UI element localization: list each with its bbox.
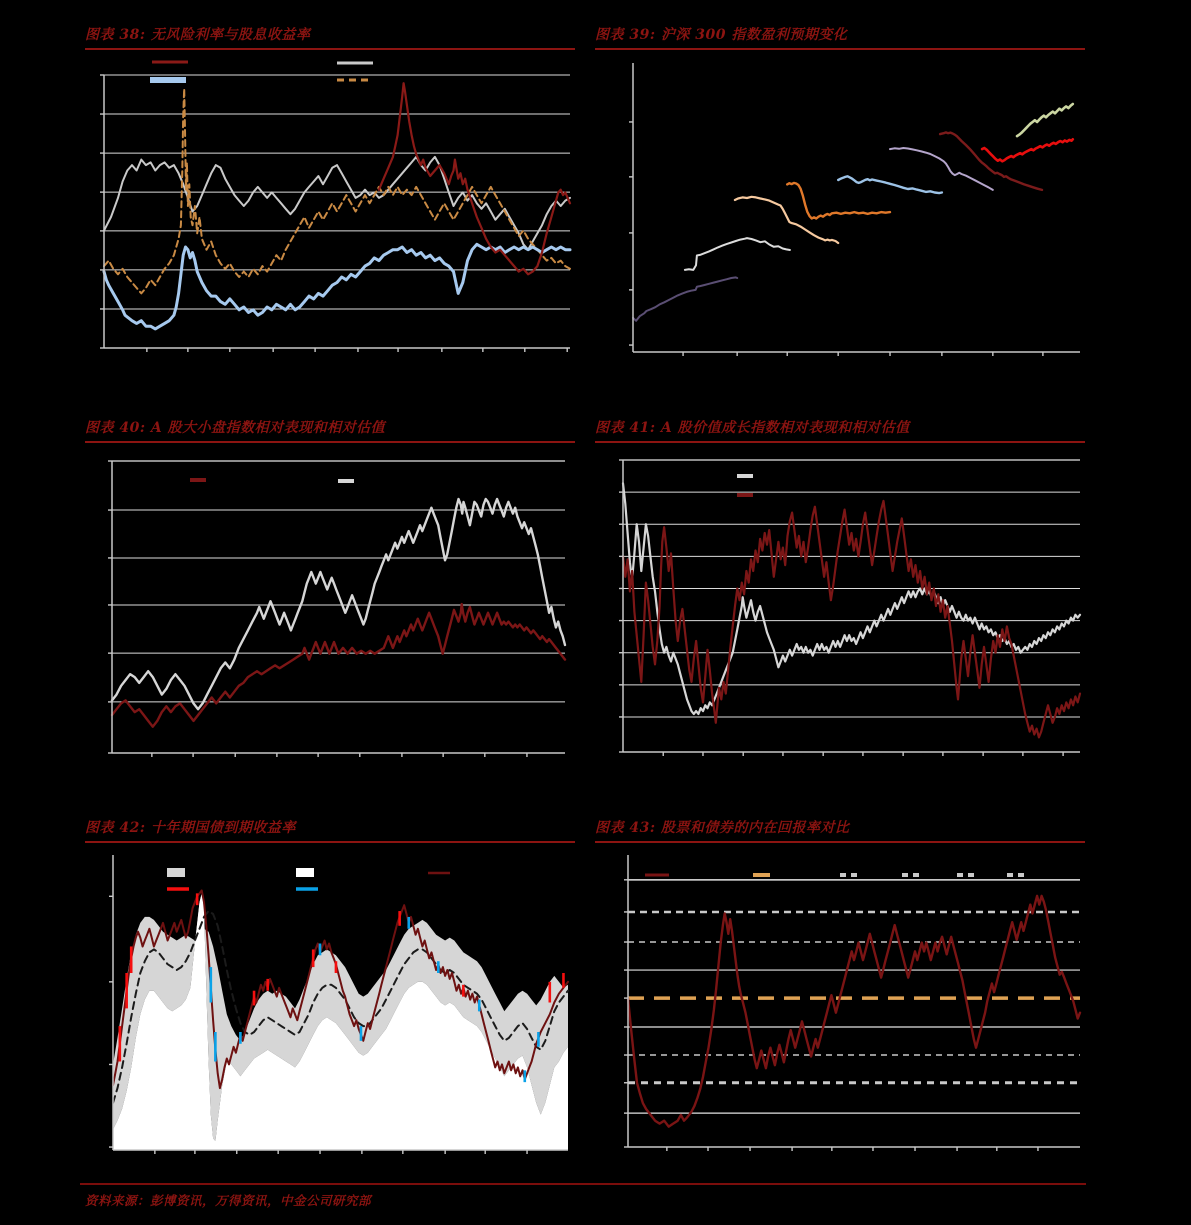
forecast-orange: [787, 183, 890, 219]
chart-41-canvas: [590, 455, 1105, 761]
footer-divider: [80, 1183, 1086, 1185]
source-note: 资料来源：彭博资讯，万得资讯，中金公司研究部: [85, 1193, 372, 1208]
forecast-green: [1017, 104, 1073, 136]
chart-43-canvas: [585, 850, 1100, 1155]
chart-39-canvas: [590, 52, 1105, 364]
figure-40-title: 图表 40: A 股大小盘指数相对表现和相对估值: [85, 417, 575, 443]
chart-40-canvas: [80, 455, 595, 761]
legend-swatch: [296, 868, 314, 877]
forecast-white: [685, 238, 790, 270]
relative-gray: [112, 499, 565, 709]
forecast-lavender: [890, 148, 993, 190]
forecast-red: [982, 139, 1073, 161]
figure-42-title: 图表 42: 十年期国债到期收益率: [85, 817, 575, 843]
forecast-maroon: [940, 132, 1042, 190]
chart-38-canvas: [80, 52, 595, 364]
legend-swatch: [167, 868, 185, 877]
figure-39-title: 图表 39: 沪深 300 指数盈利预期变化: [595, 24, 1085, 50]
equity-bond-spread: [628, 896, 1080, 1127]
chart-42-canvas: [80, 850, 595, 1158]
figure-38-title: 图表 38: 无风险利率与股息收益率: [85, 24, 575, 50]
value-growth-maroon: [623, 501, 1080, 738]
forecast-purple: [633, 277, 737, 320]
forecast-light-blue: [838, 176, 942, 193]
relative-maroon: [112, 604, 565, 727]
orange-dashed-line: [104, 89, 570, 294]
figure-43-title: 图表 43: 股票和债券的内在回报率对比: [595, 817, 1085, 843]
figure-41-title: 图表 41: A 股价值成长指数相对表现和相对估值: [595, 417, 1085, 443]
forecast-peach: [735, 197, 838, 243]
